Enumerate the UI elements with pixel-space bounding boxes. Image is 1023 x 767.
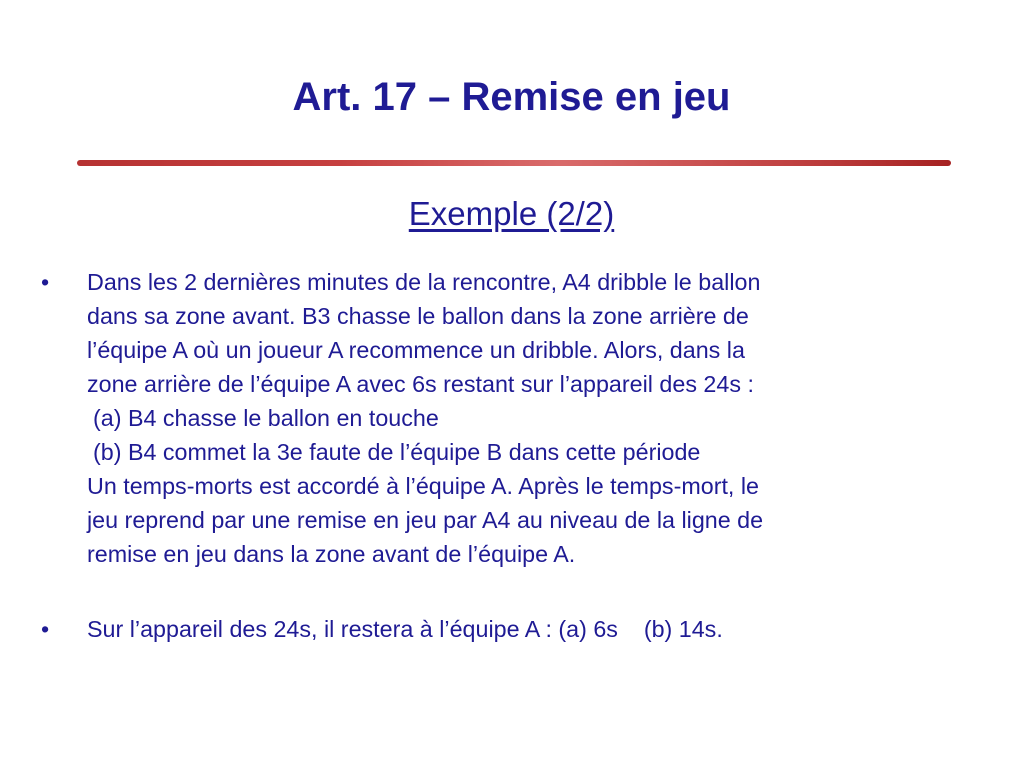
bullet-1-line-7: Un temps-morts est accordé à l’équipe A. Après le temps-mort, le [87,473,760,499]
title-divider [77,160,951,166]
bullet-1-line-6: (b) B4 commet la 3e faute de l’équipe B dans cette période [93,439,701,465]
bullet-1-line-8: jeu reprend par une remise en jeu par A4 au niveau de la ligne de [87,507,764,533]
bullet-1-line-2: dans sa zone avant. B3 chasse le ballon dans la zone arrière de [87,303,749,329]
bullet-1-line-1: Dans les 2 dernières minutes de la rencontre, A4 dribble le ballon [87,269,761,295]
bullet-1-line-3: l’équipe A où un joueur A recommence un dribble. Alors, dans la [87,337,745,363]
slide-subtitle: Exemple (2/2) [408,195,615,232]
bullet-marker: • [41,269,50,295]
bullet-1-line-4: zone arrière de l’équipe A avec 6s restant sur l’appareil des 24s : [87,371,754,397]
slide-title: Art. 17 – Remise en jeu [292,75,731,119]
bullet-1-line-9: remise en jeu dans la zone avant de l’équipe A. [87,541,576,567]
bullet-marker: • [41,616,50,642]
bullet-1-line-5: (a) B4 chasse le ballon en touche [93,405,439,431]
bullet-2-text: Sur l’appareil des 24s, il restera à l’équipe A : (a) 6s (b) 14s. [87,616,723,642]
